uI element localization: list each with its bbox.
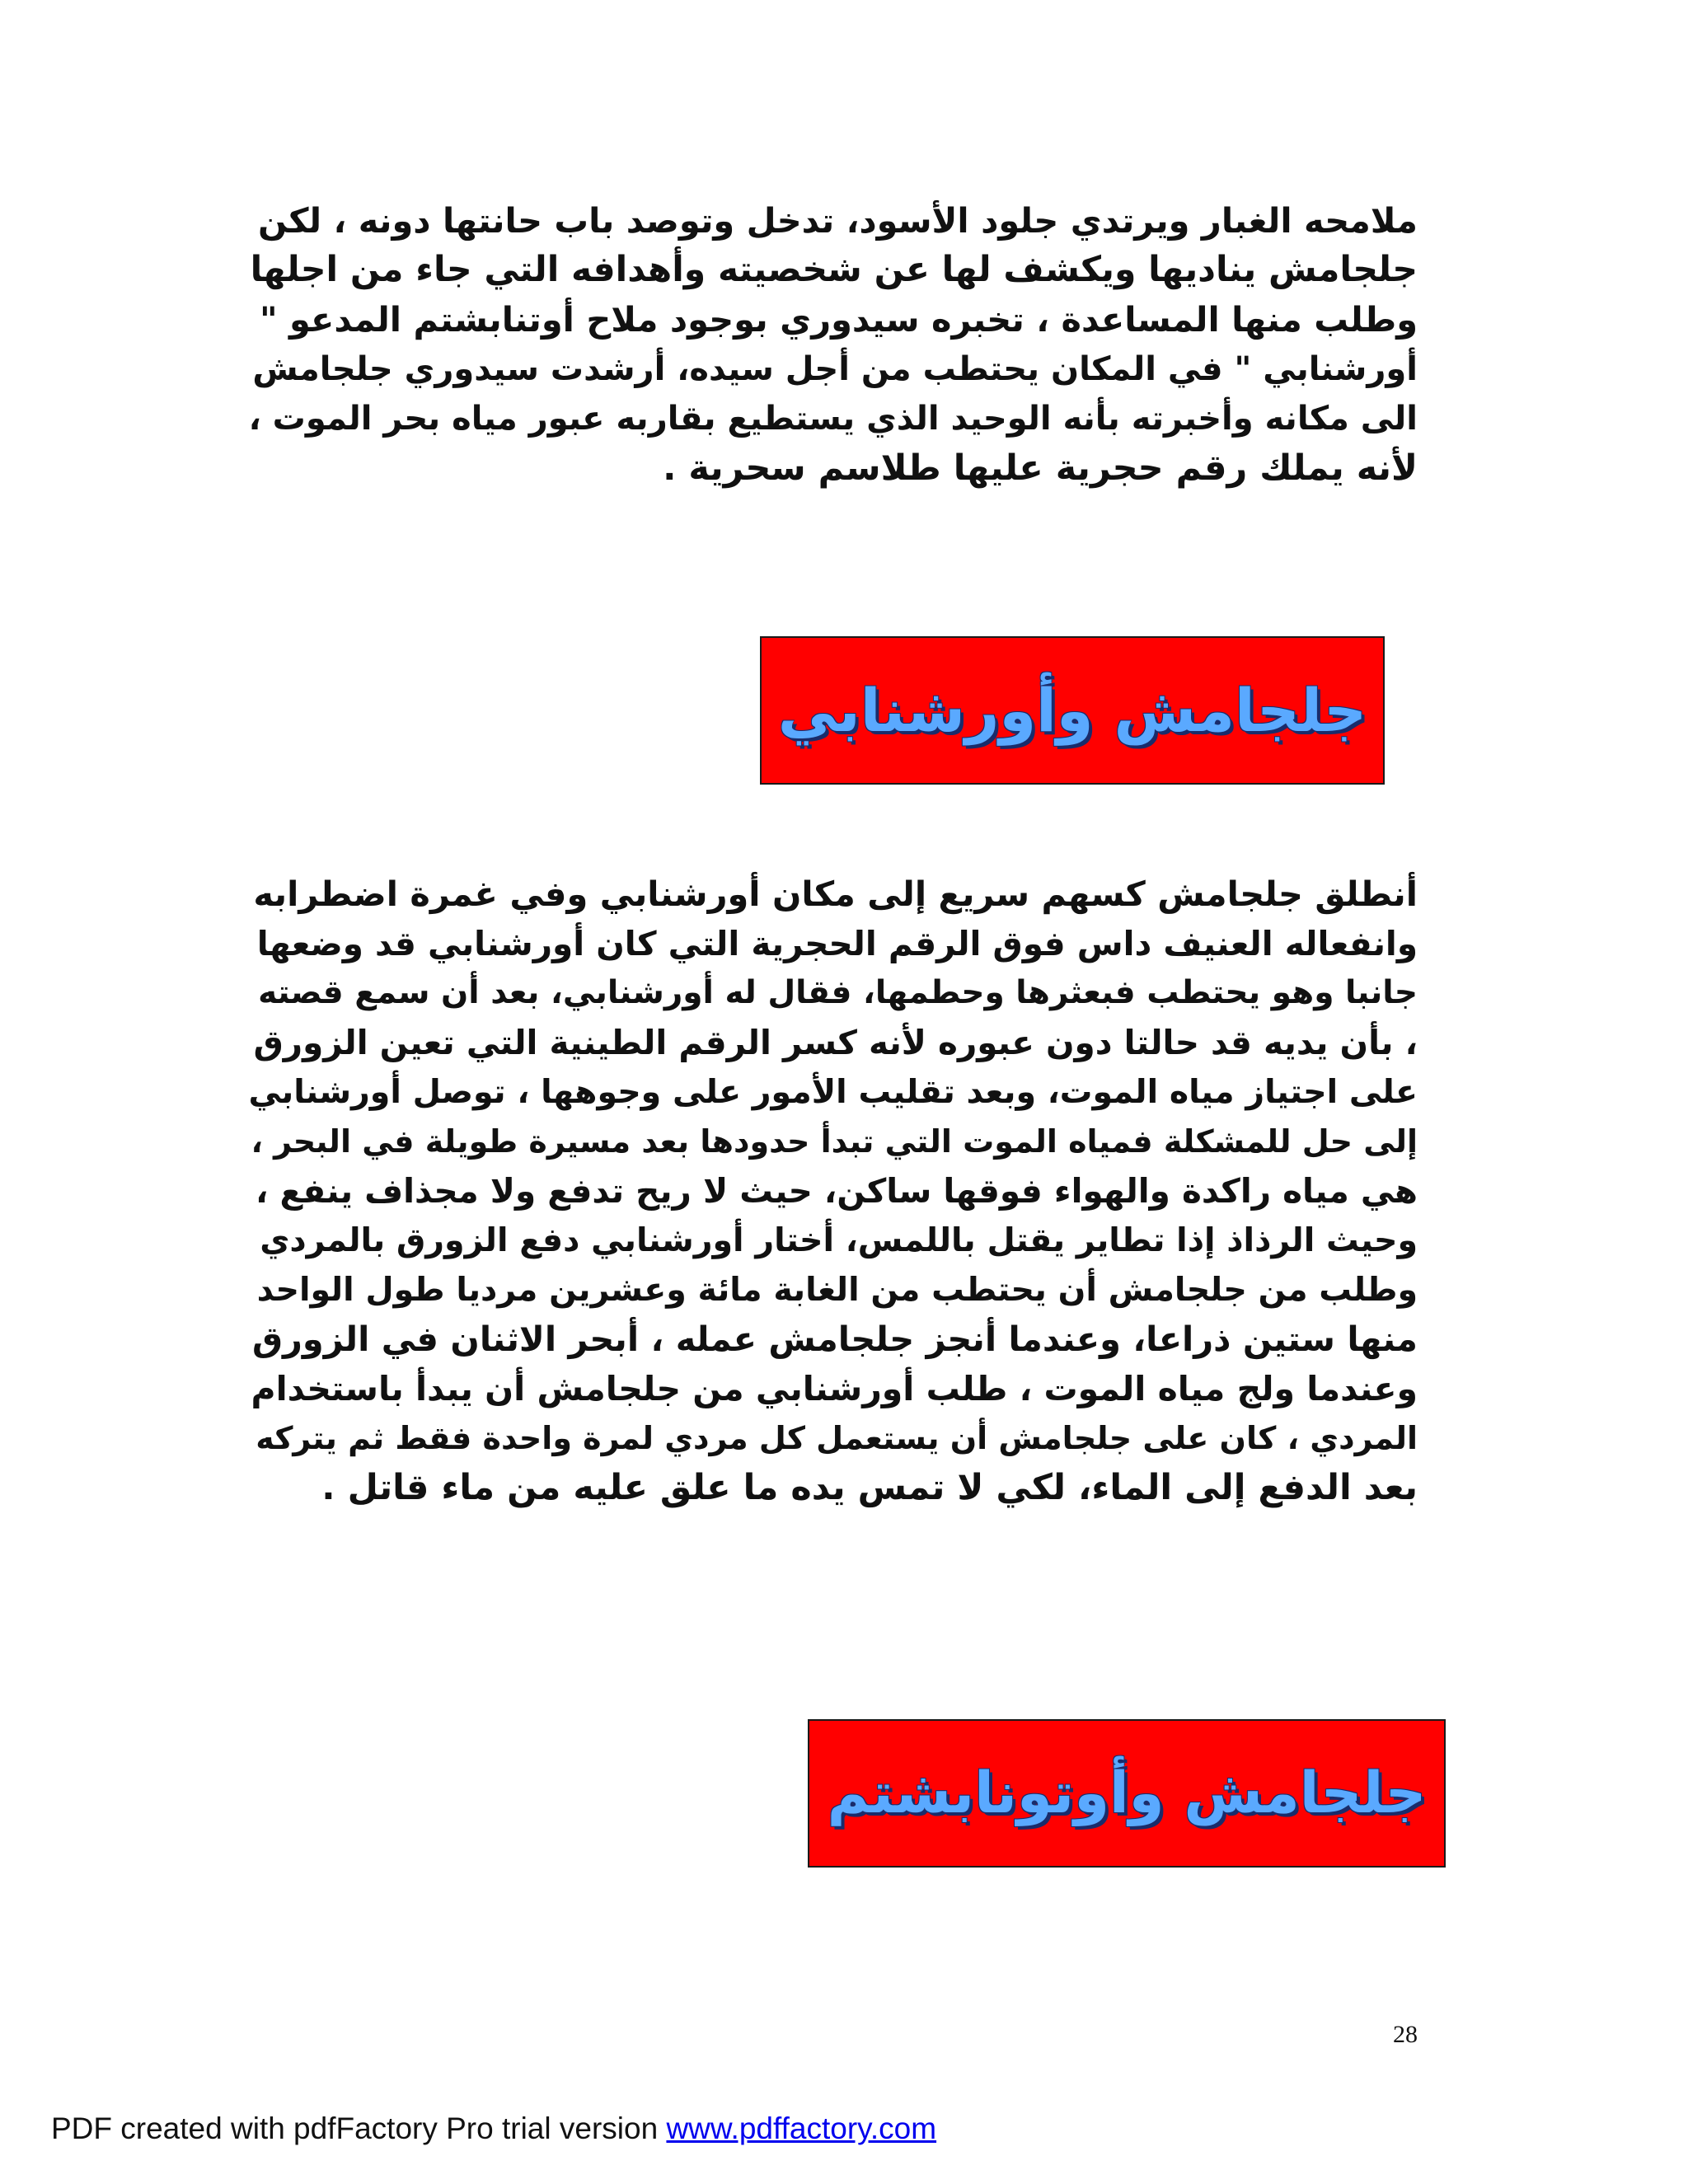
footer-text: PDF created with pdfFactory Pro trial version <box>51 2111 667 2145</box>
text-line: أنطلق جلجامش كسهم سريع إلى مكان أورشنابي وفي غمرة اضطرابه <box>253 874 1418 914</box>
paragraph-2 <box>247 869 1418 1512</box>
paragraph-1 <box>247 196 1418 493</box>
text-line: وطلب من جلجامش أن يحتطب من الغابة مائة وعشرين مرديا طول الواحد <box>256 1271 1418 1309</box>
page-number: 28 <box>1393 2021 1418 2048</box>
section-heading: جلجامش وأوتونابشتم <box>827 1760 1427 1826</box>
section-heading-box-gilgamesh-utnapishtim <box>808 1719 1446 1868</box>
section-heading-box-gilgamesh-urshanabi <box>760 636 1385 785</box>
text-line: ملامحه الغبار ويرتدي جلود الأسود، تدخل وتوصد باب حانتها دونه ، لكن <box>257 200 1418 241</box>
text-line: المردي ، كان على جلجامش أن يستعمل كل مردي لمرة واحدة فقط ثم يتركه <box>256 1420 1418 1456</box>
text-line: جانبا وهو يحتطب فبعثرها وحطمها، فقال له أورشنابي، بعد أن سمع قصته <box>258 974 1418 1011</box>
text-line: جلجامش يناديها ويكشف لها عن شخصيته وأهدافه التي جاء من اجلها <box>250 250 1418 290</box>
text-line: وعندما ولج مياه الموت ، طلب أورشنابي من جلجامش أن يبدأ باستخدام <box>251 1369 1418 1408</box>
text-line: لأنه يملك رقم حجرية عليها طلاسم سحرية . <box>663 448 1418 489</box>
footer-link[interactable]: www.pdffactory.com <box>666 2111 937 2145</box>
pdf-footer <box>51 2111 936 2146</box>
text-line: على اجتياز مياه الموت، وبعد تقليب الأمور على وجوهها ، توصل أورشنابي <box>248 1073 1418 1111</box>
text-line: الى مكانه وأخبرته بأنه الوحيد الذي يستطيع بقاربه عبور مياه بحر الموت ، <box>248 400 1418 438</box>
text-line: منها ستين ذراعا، وعندما أنجز جلجامش عمله ، أبحر الاثنان في الزورق <box>251 1319 1418 1359</box>
section-heading: جلجامش وأورشنابي <box>777 676 1367 745</box>
text-line: بعد الدفع إلى الماء، لكي لا تمس يده ما علق عليه من ماء قاتل . <box>321 1467 1418 1508</box>
text-line: وطلب منها المساعدة ، تخبره سيدوري بوجود ملاح أوتنابشتم المدعو " <box>259 299 1418 340</box>
text-line: إلى حل للمشكلة فمياه الموت التي تبدأ حدودها بعد مسيرة طويلة في البحر ، <box>251 1123 1418 1160</box>
text-line: وحيث الرذاذ إذا تطاير يقتل باللمس، أختار أورشنابي دفع الزورق بالمردي <box>260 1221 1418 1259</box>
text-line: ، بأن يديه قد حالتا دون عبوره لأنه كسر الرقم الطينية التي تعين الزورق <box>253 1023 1418 1062</box>
text-line: هي مياه راكدة والهواء فوقها ساكن، حيث لا ريح تدفع ولا مجذاف ينفع ، <box>255 1171 1418 1211</box>
text-line: وانفعاله العنيف داس فوق الرقم الحجرية التي كان أورشنابي قد وضعها <box>256 924 1418 963</box>
text-line: أورشنابي " في المكان يحتطب من أجل سيده، أرشدت سيدوري جلجامش <box>252 350 1418 388</box>
